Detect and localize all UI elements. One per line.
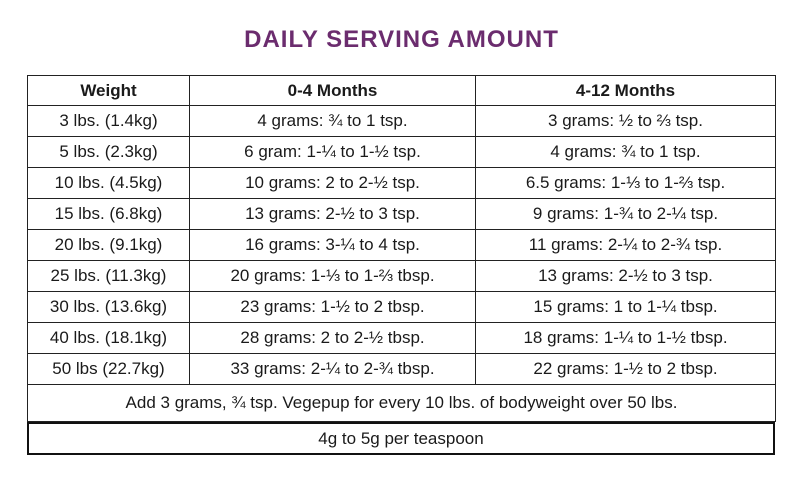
dose-0-4-months-cell: 4 grams: ¾ to 1 tsp. [190, 106, 476, 137]
table-row [28, 354, 776, 385]
dose-4-12-months-cell: 9 grams: 1-¾ to 2-¼ tsp. [476, 199, 776, 230]
table-row [28, 106, 776, 137]
page-title: DAILY SERVING AMOUNT [244, 26, 559, 53]
weight-cell: 15 lbs. (6.8kg) [28, 199, 190, 230]
dose-4-12-months-cell: 6.5 grams: 1-⅓ to 1-⅔ tsp. [476, 168, 776, 199]
table-row [28, 323, 776, 354]
dose-0-4-months-cell: 6 gram: 1-¼ to 1-½ tsp. [190, 137, 476, 168]
dose-4-12-months-cell: 15 grams: 1 to 1-¼ tbsp. [476, 292, 776, 323]
serving-table [27, 75, 776, 422]
dose-4-12-months-cell: 13 grams: 2-½ to 3 tsp. [476, 261, 776, 292]
weight-cell: 30 lbs. (13.6kg) [28, 292, 190, 323]
column-header-0-4-months: 0-4 Months [190, 76, 476, 106]
note-text: Add 3 grams, ¾ tsp. Vegepup for every 10 lbs. of bodyweight over 50 lbs. [28, 385, 776, 422]
dose-4-12-months-cell: 11 grams: 2-¼ to 2-¾ tsp. [476, 230, 776, 261]
dose-0-4-months-cell: 33 grams: 2-¼ to 2-¾ tbsp. [190, 354, 476, 385]
note-row [28, 385, 776, 422]
column-header-4-12-months: 4-12 Months [476, 76, 776, 106]
weight-cell: 20 lbs. (9.1kg) [28, 230, 190, 261]
weight-cell: 10 lbs. (4.5kg) [28, 168, 190, 199]
dose-4-12-months-cell: 18 grams: 1-¼ to 1-½ tbsp. [476, 323, 776, 354]
weight-cell: 25 lbs. (11.3kg) [28, 261, 190, 292]
dose-0-4-months-cell: 10 grams: 2 to 2-½ tsp. [190, 168, 476, 199]
table-row [28, 137, 776, 168]
table-row [28, 261, 776, 292]
dose-4-12-months-cell: 4 grams: ¾ to 1 tsp. [476, 137, 776, 168]
dose-0-4-months-cell: 13 grams: 2-½ to 3 tsp. [190, 199, 476, 230]
weight-cell: 3 lbs. (1.4kg) [28, 106, 190, 137]
table-row [28, 292, 776, 323]
dose-0-4-months-cell: 16 grams: 3-¼ to 4 tsp. [190, 230, 476, 261]
dose-4-12-months-cell: 22 grams: 1-½ to 2 tbsp. [476, 354, 776, 385]
table-row [28, 230, 776, 261]
weight-cell: 50 lbs (22.7kg) [28, 354, 190, 385]
weight-cell: 40 lbs. (18.1kg) [28, 323, 190, 354]
footer-text: 4g to 5g per teaspoon [318, 428, 484, 448]
table-row [28, 199, 776, 230]
footer-box [27, 422, 775, 455]
dose-4-12-months-cell: 3 grams: ½ to ⅔ tsp. [476, 106, 776, 137]
dose-0-4-months-cell: 20 grams: 1-⅓ to 1-⅔ tbsp. [190, 261, 476, 292]
weight-cell: 5 lbs. (2.3kg) [28, 137, 190, 168]
dose-0-4-months-cell: 28 grams: 2 to 2-½ tbsp. [190, 323, 476, 354]
table-row [28, 168, 776, 199]
dose-0-4-months-cell: 23 grams: 1-½ to 2 tbsp. [190, 292, 476, 323]
column-header-weight: Weight [28, 76, 190, 106]
table-header-row [28, 76, 776, 106]
